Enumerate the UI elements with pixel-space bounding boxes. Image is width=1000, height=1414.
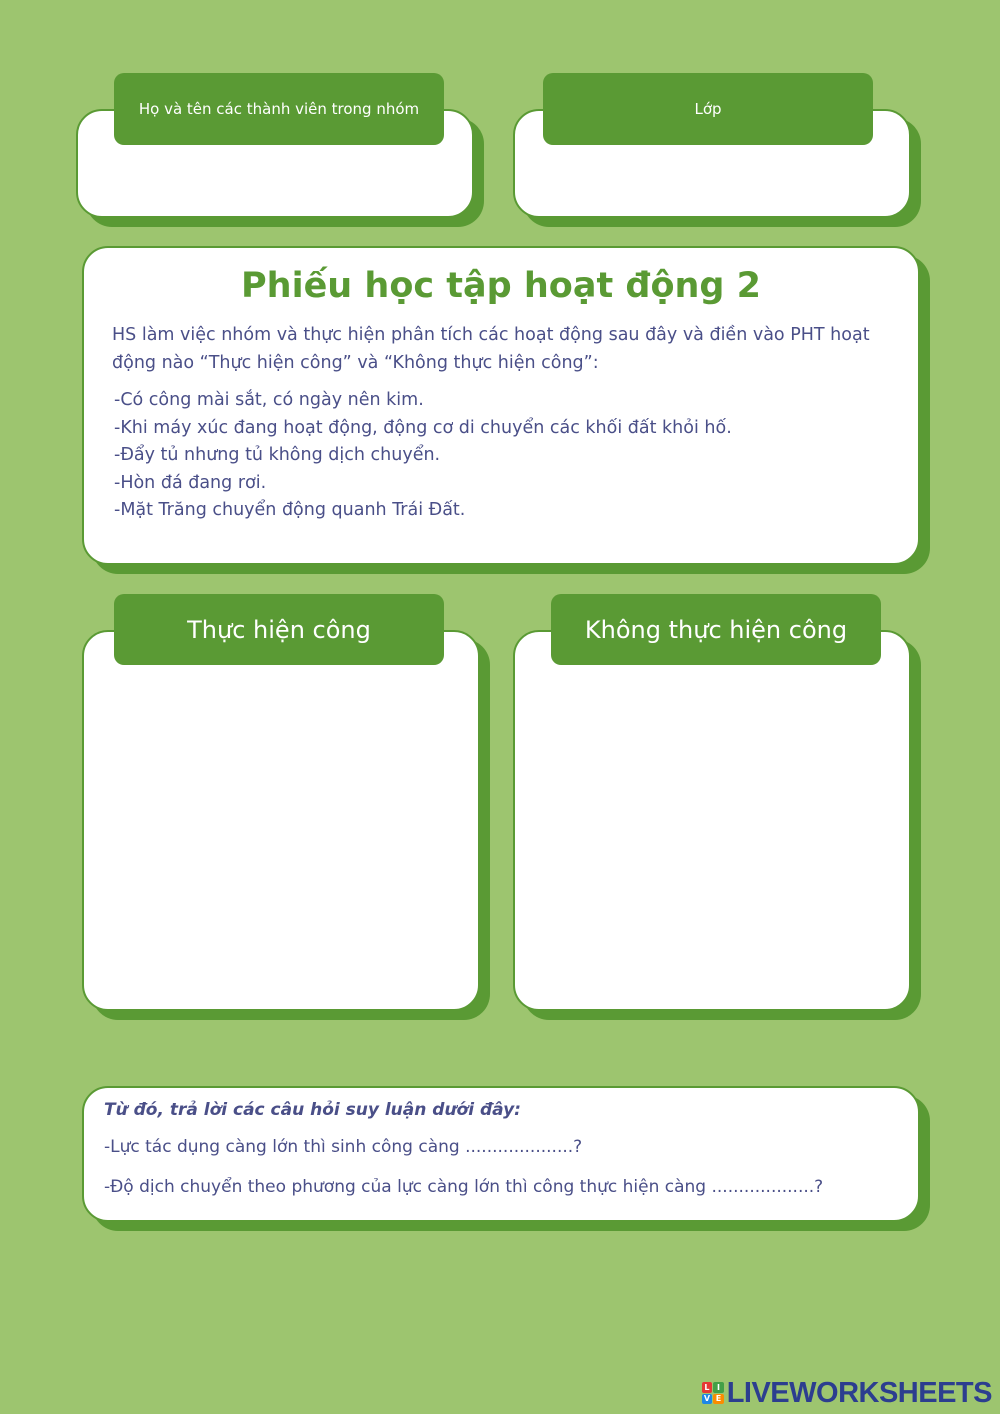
worksheet-title: Phiếu học tập hoạt động 2 bbox=[241, 266, 761, 306]
logo-icon-cell: L bbox=[702, 1382, 713, 1393]
liveworksheets-logo bbox=[702, 1376, 992, 1410]
logo-icon-cell: V bbox=[702, 1394, 713, 1405]
no-work-drop-zone[interactable] bbox=[513, 630, 911, 1011]
activity-item: -Hòn đá đang rơi. bbox=[114, 472, 267, 493]
activity-item: -Có công mài sắt, có ngày nên kim. bbox=[114, 390, 424, 410]
activity-item: -Đẩy tủ nhưng tủ không dịch chuyển. bbox=[114, 445, 441, 466]
class-input-area[interactable] bbox=[529, 149, 895, 204]
questions-heading: Từ đó, trả lời các câu hỏi suy luận dưới đây: bbox=[104, 1100, 521, 1120]
no-work-column-header: Không thực hiện công bbox=[551, 594, 881, 665]
name-input-area[interactable] bbox=[92, 149, 458, 204]
logo-text: LIVEWORKSHEETS bbox=[726, 1376, 992, 1409]
logo-icon-cell: E bbox=[713, 1394, 724, 1405]
logo-icon bbox=[702, 1382, 724, 1404]
activity-item: -Khi máy xúc đang hoạt động, động cơ di chuyển các khối đất khỏi hố. bbox=[114, 417, 732, 438]
class-label: Lớp bbox=[543, 73, 873, 145]
activity-list bbox=[114, 387, 732, 525]
work-column-header: Thực hiện công bbox=[114, 594, 444, 665]
questions-card bbox=[82, 1086, 920, 1222]
logo-icon-cell: I bbox=[713, 1382, 724, 1393]
work-drop-zone[interactable] bbox=[82, 630, 480, 1011]
task-card bbox=[82, 246, 920, 565]
task-instructions: HS làm việc nhóm và thực hiện phân tích các hoạt động sau đây và điền vào PHT hoạt động nào “Thực hiện công” và “Không thực hiện công”: bbox=[112, 325, 870, 373]
question-1: -Lực tác dụng càng lớn thì sinh công càng ....................? bbox=[104, 1137, 583, 1157]
activity-item: -Mặt Trăng chuyển động quanh Trái Đất. bbox=[114, 500, 466, 521]
name-label: Họ và tên các thành viên trong nhóm bbox=[114, 73, 444, 145]
question-2: -Độ dịch chuyển theo phương của lực càng lớn thì công thực hiện càng ...................? bbox=[104, 1177, 824, 1197]
